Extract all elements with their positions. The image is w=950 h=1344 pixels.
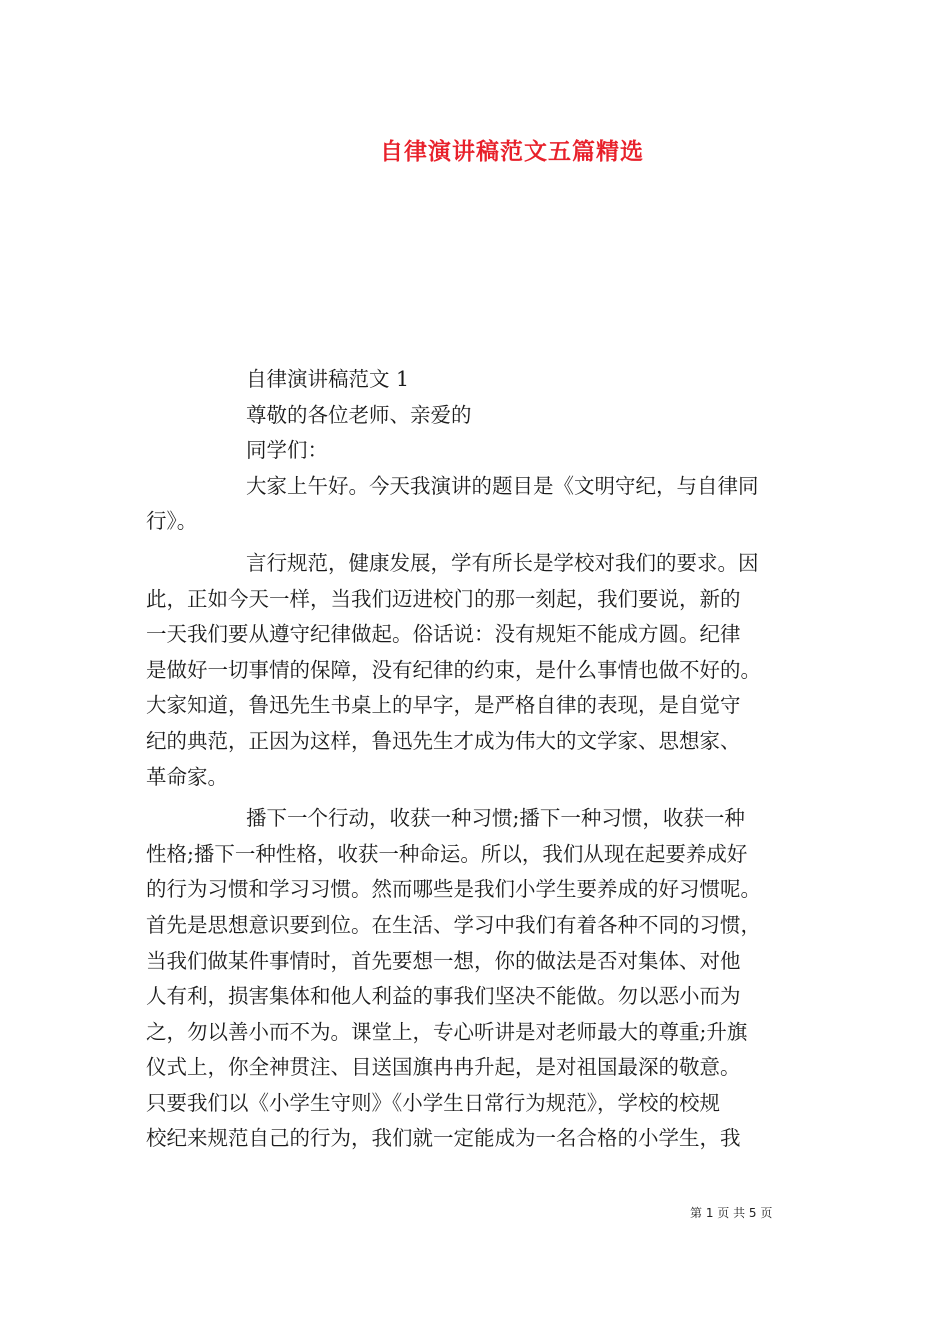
text-line: 性格;播下一种性格，收获一种命运。所以，我们从现在起要养成好	[146, 841, 748, 866]
text-line: 校纪来规范自己的行为，我们就一定能成为一名合格的小学生，我	[146, 1126, 741, 1151]
text-line: 纪的典范，正因为这样，鲁迅先生才成为伟大的文学家、思想家、	[146, 728, 741, 753]
text-line: 首先是思想意识要到位。在生活、学习中我们有着各种不同的习惯，	[146, 912, 761, 937]
document-title: 自律演讲稿范文五篇精选	[380, 139, 644, 165]
text-line: 播下一个行动，收获一种习惯;播下一种习惯，收获一种	[246, 806, 745, 831]
text-line: 尊敬的各位老师、亲爱的	[246, 402, 472, 427]
document-body	[146, 362, 806, 1157]
text-line: 人有利，损害集体和他人利益的事我们坚决不能做。勿以恶小而为	[146, 984, 741, 1009]
text-line: 此，正如今天一样，当我们迈进校门的那一刻起，我们要说，新的	[146, 586, 741, 611]
text-line: 只要我们以《小学生守则》《小学生日常行为规范》，学校的校规	[146, 1090, 720, 1115]
text-line: 之，勿以善小而不为。课堂上，专心听讲是对老师最大的尊重;升旗	[146, 1019, 748, 1044]
text-line: 仪式上，你全神贯注、目送国旗冉冉升起，是对祖国最深的敬意。	[146, 1055, 741, 1080]
text-line: 自律演讲稿范文 1	[246, 367, 410, 391]
page-number: 第 1 页 共 5 页	[690, 1206, 773, 1220]
text-line: 同学们：	[246, 438, 328, 463]
text-line: 大家上午好。今天我演讲的题目是《文明守纪，与自律同	[246, 473, 759, 498]
text-line: 行》。	[146, 509, 198, 534]
text-line: 的行为习惯和学习习惯。然而哪些是我们小学生要养成的好习惯呢。	[146, 877, 761, 902]
text-line: 大家知道，鲁迅先生书桌上的早字，是严格自律的表现，是自觉守	[146, 693, 741, 718]
text-line: 言行规范，健康发展，学有所长是学校对我们的要求。因	[246, 550, 759, 575]
text-line: 当我们做某件事情时，首先要想一想，你的做法是否对集体、对他	[146, 948, 741, 973]
text-line: 一天我们要从遵守纪律做起。俗话说：没有规矩不能成方圆。纪律	[146, 622, 741, 647]
text-line: 是做好一切事情的保障，没有纪律的约束，是什么事情也做不好的。	[146, 657, 761, 682]
text-line: 革命家。	[146, 764, 228, 789]
